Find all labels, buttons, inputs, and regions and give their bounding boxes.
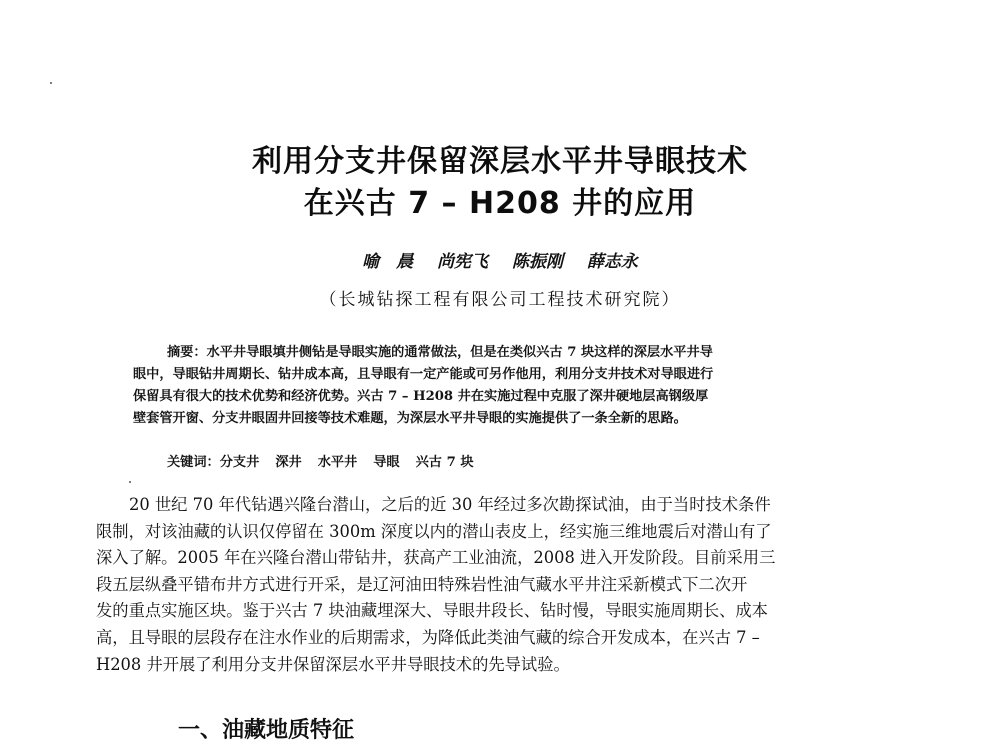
abstract-line: 眼中，导眼钻井周期长、钻井成本高，且导眼有一定产能或可另作他用，利用分支井技术对导眼进行	[133, 367, 714, 382]
body-line: 高，且导眼的层段存在注水作业的后期需求，为降低此类油气藏的综合开发成本，在兴古 7 –	[96, 627, 760, 647]
body-line: H208 井开展了利用分支井保留深层水平井导眼技术的先导试验。	[96, 654, 570, 674]
body-line: 深入了解。2005 年在兴隆台潜山带钻井，获高产工业油流，2008 进入开发阶段。目前采用三	[96, 548, 776, 568]
keywords	[167, 451, 490, 470]
body-line: 20 世纪 70 年代钻遇兴隆台潜山，之后的近 30 年经过多次勘探试油，由于当时技术条件	[129, 495, 771, 514]
body-line: 发的重点实施区块。鉴于兴古 7 块油藏埋深大、导眼井段长、钻时慢，导眼实施周期长、成本	[96, 601, 768, 621]
abstract-line: 壁套管开窗、分支井眼固井回接等技术难题，为深层水平井导眼的实施提供了一条全新的思路。	[133, 411, 687, 426]
section-heading: 一、油藏地质特征	[178, 718, 355, 743]
keywords-label: 关键词：	[167, 455, 220, 470]
author-name: 陈振刚	[511, 252, 563, 272]
author-affiliation: （长城钻探工程有限公司工程技术研究院）	[319, 290, 681, 310]
scan-speck	[50, 82, 52, 84]
keyword: 导眼	[373, 455, 400, 470]
paper-title-line-2: 在兴古 7 – H208 井的应用	[303, 186, 697, 221]
keyword: 深井	[275, 455, 302, 470]
author-name: 尚宪飞	[437, 252, 489, 272]
scan-speck	[129, 481, 131, 483]
author-list	[0, 247, 1000, 272]
keyword: 兴古 7 块	[415, 455, 474, 470]
body-paragraph	[96, 492, 900, 678]
author-name: 薛志永	[586, 252, 638, 272]
paper-title-line-1: 利用分支井保留深层水平井导眼技术	[252, 144, 748, 179]
body-line: 段五层纵叠平错布井方式进行开采，是辽河油田特殊岩性油气藏水平井注采新模式下二次开	[96, 574, 748, 594]
body-line: 限制，对该油藏的认识仅停留在 300m 深度以内的潜山表皮上，经实施三维地震后对潜山有了	[96, 521, 772, 541]
keyword: 分支井	[219, 455, 260, 470]
abstract-line: 摘要：水平井导眼填井侧钻是导眼实施的通常做法，但是在类似兴古 7 块这样的深层水平井导	[167, 345, 713, 360]
abstract	[133, 342, 871, 430]
keyword: 水平井	[317, 455, 358, 470]
abstract-line: 保留具有很大的技术优势和经济优势。兴古 7 – H208 井在实施过程中克服了深井硬地层高钢级厚	[133, 389, 709, 404]
author-name: 喻 晨	[362, 252, 414, 272]
